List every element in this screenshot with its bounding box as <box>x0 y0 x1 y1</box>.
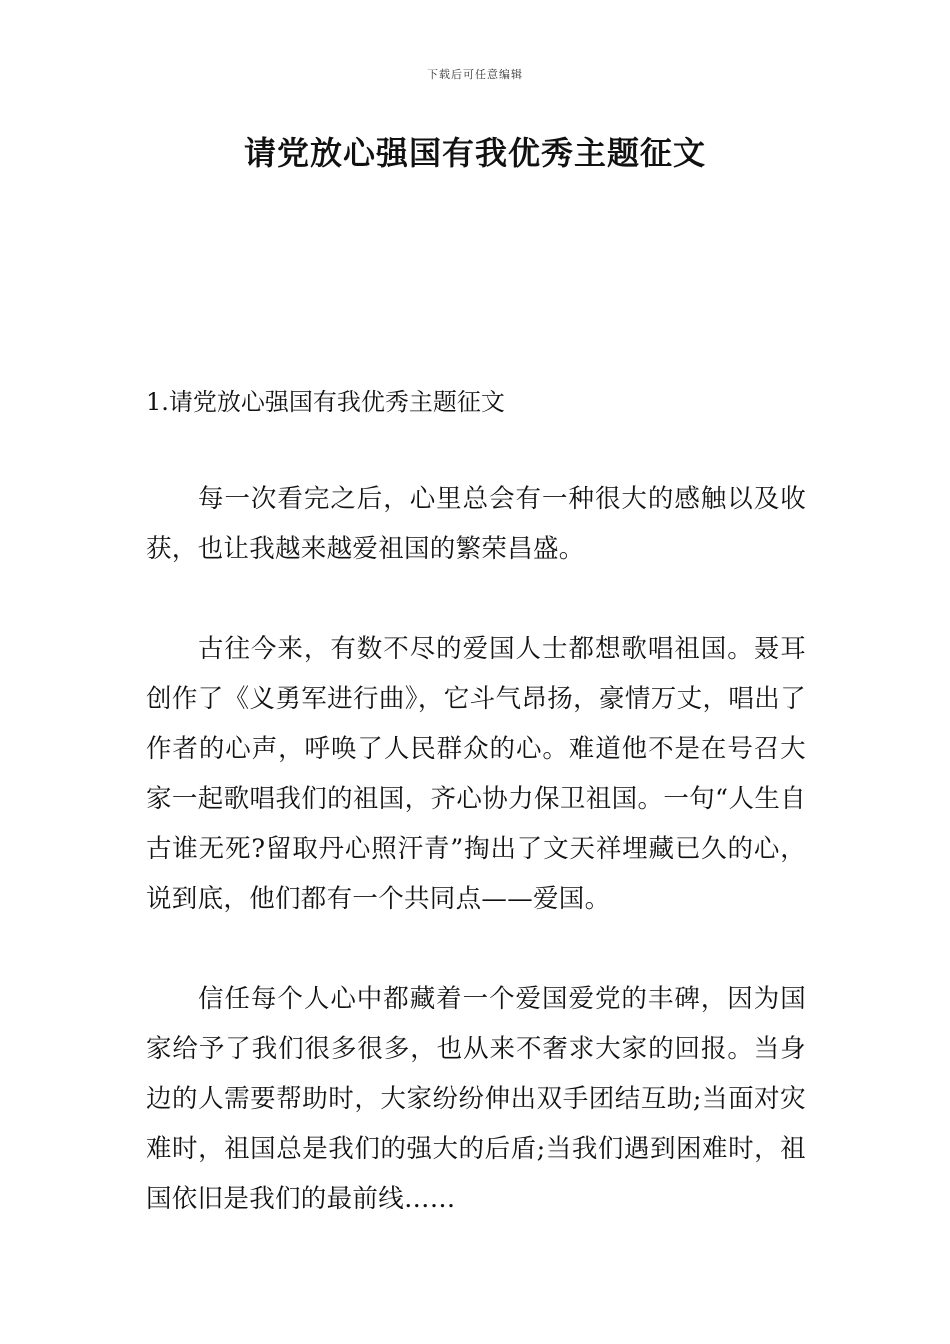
paragraph-3: 信任每个人心中都藏着一个爱国爱党的丰碑，因为国家给予了我们很多很多，也从来不奢求大家的回报。当身边的人需要帮助时，大家纷纷伸出双手团结互助;当面对灾难时，祖国总是我们的强大的后盾;当我们遇到困难时，祖国依旧是我们的最前线…… <box>146 984 806 1214</box>
header-note: 下载后可任意编辑 <box>427 68 523 81</box>
paragraph-2: 古往今来，有数不尽的爱国人士都想歌唱祖国。聂耳创作了《义勇军进行曲》，它斗气昂扬，豪情万丈，唱出了作者的心声，呼唤了人民群众的心。难道他不是在号召大家一起歌唱我们的祖国，齐心协力保卫祖国。一句“人生自古谁无死?留取丹心照汗青”掏出了文天祥埋藏已久的心，说到底，他们都有一个共同点——爱国。 <box>146 634 806 914</box>
section-heading: 1.请党放心强国有我优秀主题征文 <box>146 388 505 416</box>
document-title: 请党放心强国有我优秀主题征文 <box>243 134 706 172</box>
paragraph-1: 每一次看完之后，心里总会有一种很大的感触以及收获，也让我越来越爱祖国的繁荣昌盛。 <box>146 484 806 564</box>
